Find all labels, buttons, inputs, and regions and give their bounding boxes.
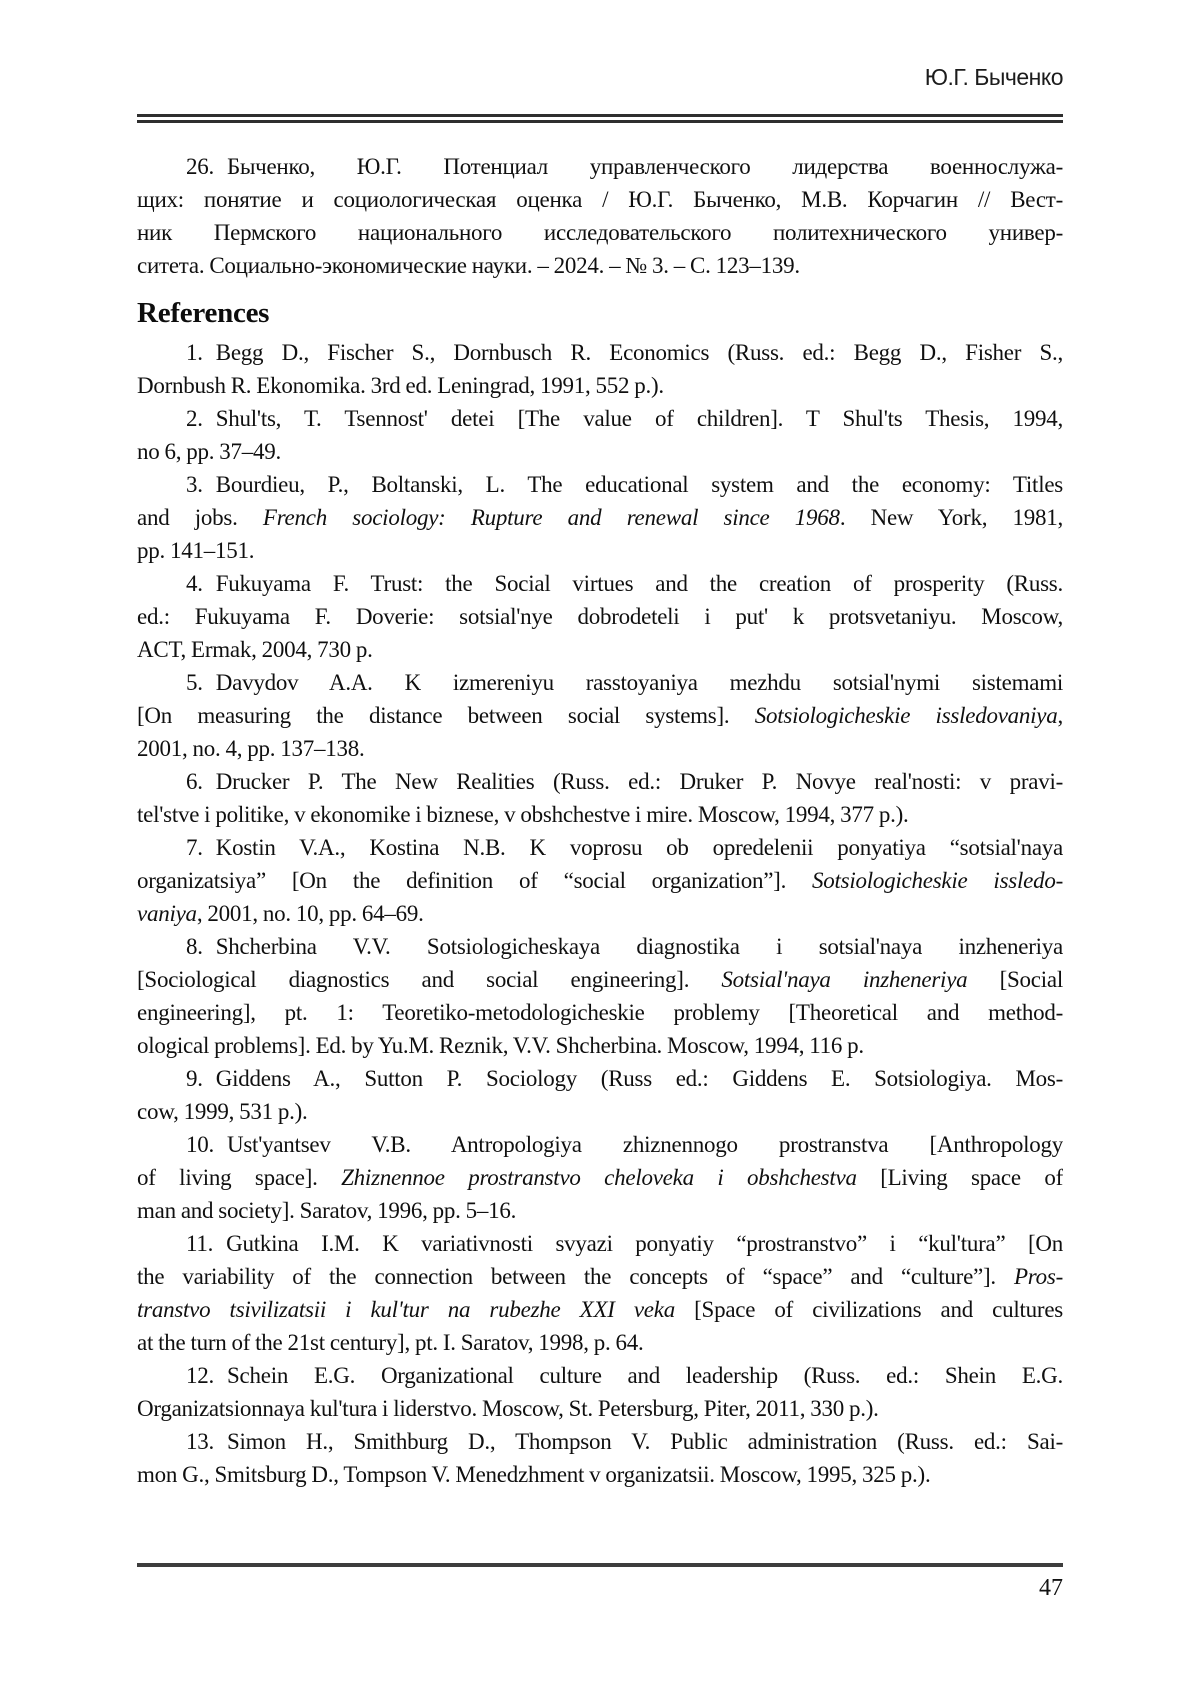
item-number: 12. (186, 1363, 214, 1388)
text-segment: ситета. Социально-экономические науки. – 2024. – № 3. – С. 123–139. (137, 253, 800, 278)
text-line (137, 798, 1063, 831)
text-line (137, 435, 1063, 468)
text-segment: Sotsiologicheskie issledo- (812, 868, 1063, 893)
text-segment: vaniya (137, 901, 197, 926)
text-segment: [Living space of (856, 1165, 1063, 1190)
text-line (137, 1194, 1063, 1227)
item-number: 11. (186, 1231, 214, 1256)
text-segment: Drucker P. The New Realities (Russ. ed.: Druker P. Novye real'nosti: v pravi- (215, 769, 1063, 794)
reference-item-13 (137, 1425, 1063, 1491)
text-segment: Simon H., Smithburg D., Thompson V. Public administration (Russ. ed.: Sai- (227, 1429, 1063, 1454)
reference-item-7 (137, 831, 1063, 930)
text-segment: no 6, pp. 37–49. (137, 439, 281, 464)
reference-item-1 (137, 336, 1063, 402)
text-line (137, 1326, 1063, 1359)
text-segment: organizatsiya” [On the definition of “social organization”]. (137, 868, 813, 893)
text-line (137, 864, 1063, 897)
text-segment: щих: понятие и социологическая оценка / Ю.Г. Быченко, М.В. Корчагин // Вест- (137, 187, 1063, 212)
item-number: 6. (186, 769, 203, 794)
reference-item-2 (137, 402, 1063, 468)
text-segment: mon G., Smitsburg D., Tompson V. Menedzhment v organizatsii. Moscow, 1995, 325 p.). (137, 1462, 931, 1487)
text-segment: and jobs. (137, 505, 263, 530)
document-body (137, 150, 1063, 1491)
text-segment: Zhiznennoe prostranstvo cheloveka i obshchestva (341, 1165, 857, 1190)
text-segment: Organizatsionnaya kul'tura i liderstvo. Moscow, St. Petersburg, Piter, 2011, 330 p.). (137, 1396, 879, 1421)
reference-item-6 (137, 765, 1063, 831)
item-number: 1. (186, 340, 203, 365)
text-line (137, 600, 1063, 633)
item-number: 7. (186, 835, 203, 860)
item-number: 9. (186, 1066, 203, 1091)
text-line (137, 468, 1063, 501)
text-line (137, 996, 1063, 1029)
text-segment: at the turn of the 21st century], pt. I. Saratov, 1998, p. 64. (137, 1330, 644, 1355)
text-line (137, 534, 1063, 567)
text-segment: Sotsiologicheskie issledovaniya (754, 703, 1058, 728)
text-line (137, 402, 1063, 435)
text-line (137, 1227, 1063, 1260)
footer-rule (137, 1563, 1063, 1567)
text-segment: Gutkina I.M. K variativnosti svyazi ponyatiy “prostranstvo” i “kul'tura” [On (226, 1231, 1063, 1256)
text-line (137, 765, 1063, 798)
text-segment: Shcherbina V.V. Sotsiologicheskaya diagnostika i sotsial'naya inzheneriya (215, 934, 1063, 959)
page-number: 47 (1039, 1575, 1063, 1601)
text-segment: Bourdieu, P., Boltanski, L. The educational system and the economy: Titles (215, 472, 1063, 497)
text-line (137, 1128, 1063, 1161)
text-segment: Pros- (1013, 1264, 1063, 1289)
item-number: 13. (186, 1429, 214, 1454)
text-segment: 2001, no. 4, pp. 137–138. (137, 736, 365, 761)
text-line (137, 183, 1063, 216)
text-line (137, 150, 1063, 183)
item-number: 8. (186, 934, 203, 959)
text-line (137, 1062, 1063, 1095)
text-segment: pp. 141–151. (137, 538, 255, 563)
page-content (137, 0, 1063, 1602)
text-segment: Ust'yantsev V.B. Antropologiya zhiznennogo prostranstva [Anthropology (227, 1132, 1063, 1157)
text-segment: . New York, 1981, (839, 505, 1063, 530)
text-segment: tel'stve i politike, v ekonomike i biznese, v obshchestve i mire. Moscow, 1994, 377 p.). (137, 802, 909, 827)
text-line (137, 1458, 1063, 1491)
bibliography-item-26 (137, 150, 1063, 282)
item-number: 4. (186, 571, 203, 596)
reference-item-11 (137, 1227, 1063, 1359)
text-line (137, 567, 1063, 600)
text-segment: Kostin V.A., Kostina N.B. K voprosu ob opredelenii ponyatiya “sotsial'naya (215, 835, 1063, 860)
text-segment: [Social (967, 967, 1063, 992)
text-segment: Begg D., Fischer S., Dornbusch R. Economics (Russ. ed.: Begg D., Fisher S., (215, 340, 1063, 365)
text-line (137, 732, 1063, 765)
text-segment: engineering], pt. 1: Teoretiko-metodologicheskie problemy [Theoretical and method- (137, 1000, 1063, 1025)
text-segment: ACT, Ermak, 2004, 730 p. (137, 637, 373, 662)
text-line (137, 699, 1063, 732)
text-segment: [On measuring the distance between social systems]. (137, 703, 755, 728)
text-segment: , (1057, 703, 1063, 728)
text-line (137, 897, 1063, 930)
text-line (137, 336, 1063, 369)
text-line (137, 1029, 1063, 1062)
text-segment: ник Пермского национального исследовательского политехнического универ- (137, 220, 1063, 245)
text-segment: , 2001, no. 10, pp. 64–69. (196, 901, 424, 926)
text-segment: the variability of the connection between the concepts of “space” and “culture”]. (137, 1264, 1014, 1289)
reference-item-10 (137, 1128, 1063, 1227)
text-line (137, 930, 1063, 963)
text-segment: Dornbush R. Ekonomika. 3rd ed. Leningrad, 1991, 552 p.). (137, 373, 664, 398)
text-line (137, 1392, 1063, 1425)
header-double-rule (137, 114, 1063, 123)
references-list (137, 336, 1063, 1491)
reference-item-4 (137, 567, 1063, 666)
text-line (137, 1095, 1063, 1128)
text-segment: [Space of civilizations and cultures (674, 1297, 1063, 1322)
running-title: Ю.Г. Быченко (924, 64, 1063, 90)
text-segment: Sotsial'naya inzheneriya (721, 967, 968, 992)
text-line (137, 249, 1063, 282)
item-number: 10. (186, 1132, 214, 1157)
text-segment: man and society]. Saratov, 1996, pp. 5–16. (137, 1198, 517, 1223)
reference-item-3 (137, 468, 1063, 567)
text-segment: Fukuyama F. Trust: the Social virtues and the creation of prosperity (Russ. (215, 571, 1063, 596)
text-line (137, 1293, 1063, 1326)
item-number: 5. (186, 670, 203, 695)
text-line (137, 633, 1063, 666)
reference-item-12 (137, 1359, 1063, 1425)
text-segment: Быченко, Ю.Г. Потенциал управленческого лидерства военнослужа- (227, 154, 1063, 179)
text-line (137, 369, 1063, 402)
item-number: 2. (186, 406, 203, 431)
references-heading: References (137, 297, 270, 329)
reference-item-5 (137, 666, 1063, 765)
intro-paragraph-container (137, 150, 1063, 282)
item-number: 26. (186, 154, 214, 179)
item-number: 3. (186, 472, 203, 497)
text-segment: [Sociological diagnostics and social engineering]. (137, 967, 722, 992)
text-line (137, 1260, 1063, 1293)
text-line (137, 1161, 1063, 1194)
text-segment: ed.: Fukuyama F. Doverie: sotsial'nye dobrodeteli i put' k protsvetaniyu. Moscow, (137, 604, 1063, 629)
text-segment: Davydov A.A. K izmereniyu rasstoyaniya mezhdu sotsial'nymi sistemami (215, 670, 1063, 695)
text-line (137, 963, 1063, 996)
text-line (137, 1359, 1063, 1392)
text-line (137, 666, 1063, 699)
reference-item-9 (137, 1062, 1063, 1128)
text-segment: Shul'ts, T. Tsennost' detei [The value of children]. T Shul'ts Thesis, 1994, (215, 406, 1063, 431)
text-segment: of living space]. (137, 1165, 342, 1190)
text-segment: Schein E.G. Organizational culture and leadership (Russ. ed.: Shein E.G. (227, 1363, 1063, 1388)
text-segment: Giddens A., Sutton P. Sociology (Russ ed.: Giddens E. Sotsiologiya. Mos- (215, 1066, 1063, 1091)
reference-item-8 (137, 930, 1063, 1062)
text-segment: cow, 1999, 531 p.). (137, 1099, 308, 1124)
text-line (137, 1425, 1063, 1458)
text-segment: transtvo tsivilizatsii i kul'tur na rubezhe XXI veka (137, 1297, 675, 1322)
text-line (137, 216, 1063, 249)
text-segment: ological problems]. Ed. by Yu.M. Reznik, V.V. Shcherbina. Moscow, 1994, 116 p. (137, 1033, 864, 1058)
text-segment: French sociology: Rupture and renewal since 1968 (262, 505, 840, 530)
text-line (137, 831, 1063, 864)
text-line (137, 501, 1063, 534)
